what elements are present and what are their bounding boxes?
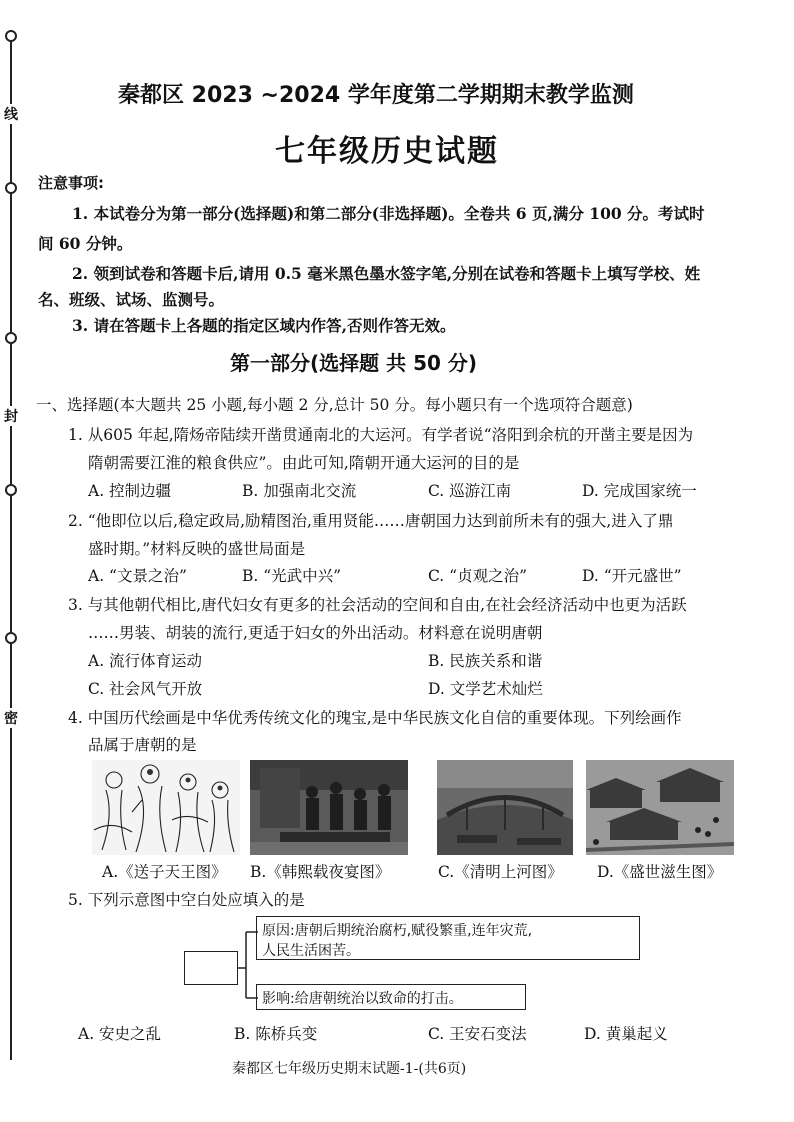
- question-4-option-d: D.《盛世滋生图》: [597, 863, 723, 881]
- binding-hole: [5, 484, 17, 496]
- margin-label-mi: 密: [2, 708, 20, 728]
- diagram-effect-line: 影响:给唐朝统治以致命的打击。: [262, 991, 463, 1007]
- margin-label-xian: 线: [2, 104, 20, 124]
- part-title: 第一部分(选择题 共 50 分): [230, 351, 478, 375]
- diagram-cause-line: 人民生活困苦。: [262, 943, 360, 959]
- question-4-option-c: C.《清明上河图》: [438, 863, 563, 881]
- question-2-option-c: C. “贞观之治”: [428, 567, 528, 585]
- question-5-text: 5. 下列示意图中空白处应填入的是: [68, 891, 305, 909]
- notice-heading: 注意事项:: [38, 174, 104, 192]
- question-2-text: 2. “他即位以后,稳定政局,励精图治,重用贤能……唐朝国力达到前所未有的强大,进入了鼎: [68, 512, 674, 530]
- question-3-option-d: D. 文学艺术灿烂: [428, 680, 543, 698]
- question-5-option-b: B. 陈桥兵变: [234, 1025, 318, 1043]
- notice-line: 2. 领到试卷和答题卡后,请用 0.5 毫米黑色墨水签字笔,分别在试卷和答题卡上填写学校、姓: [72, 264, 701, 283]
- notice-line: 名、班级、试场、监测号。: [38, 290, 225, 309]
- question-2-text: 盛时期。”材料反映的盛世局面是: [88, 540, 306, 558]
- binding-hole: [5, 332, 17, 344]
- question-5-option-a: A. 安史之乱: [78, 1025, 162, 1043]
- question-4-text: 4. 中国历代绘画是中华优秀传统文化的瑰宝,是中华民族文化自信的重要体现。下列绘画作: [68, 709, 682, 727]
- exam-title: 七年级历史试题: [275, 134, 499, 169]
- section-heading: 一、选择题(本大题共 25 小题,每小题 2 分,总计 50 分。每小题只有一个选项符合题意): [36, 396, 633, 414]
- question-3-option-a: A. 流行体育运动: [88, 652, 203, 670]
- question-1-option-d: D. 完成国家统一: [582, 482, 697, 500]
- painting-songzi-tianwang: [92, 760, 240, 855]
- question-1-text: 1. 从605 年起,隋炀帝陆续开凿贯通南北的大运河。有学者说“洛阳到余杭的开凿主要是因为: [68, 426, 694, 444]
- question-4-text: 品属于唐朝的是: [88, 736, 197, 754]
- painting-hanxizai-yeyan: [250, 760, 408, 855]
- diagram-cause-line: 原因:唐朝后期统治腐朽,赋役繁重,连年灾荒,: [262, 923, 533, 939]
- question-2-option-d: D. “开元盛世”: [582, 567, 682, 585]
- question-4-option-b: B.《韩熙载夜宴图》: [250, 863, 391, 881]
- painting-qingming-shanghe: [437, 760, 573, 855]
- notice-line: 1. 本试卷分为第一部分(选择题)和第二部分(非选择题)。全卷共 6 页,满分 100 分。考试时: [72, 204, 705, 223]
- page-footer: 秦都区七年级历史期末试题-1-(共6页): [232, 1061, 467, 1077]
- question-1-option-c: C. 巡游江南: [428, 482, 512, 500]
- question-3-text: ……男装、胡装的流行,更适于妇女的外出活动。材料意在说明唐朝: [88, 624, 543, 642]
- question-3-text: 3. 与其他朝代相比,唐代妇女有更多的社会活动的空间和自由,在社会经济活动中也更为活跃: [68, 596, 687, 614]
- question-3-option-b: B. 民族关系和谐: [428, 652, 543, 670]
- question-5-option-d: D. 黄巢起义: [584, 1025, 668, 1043]
- exam-header-title: 秦都区 2023 ~2024 学年度第二学期期末教学监测: [118, 83, 634, 108]
- binding-hole: [5, 182, 17, 194]
- question-2-option-b: B. “光武中兴”: [242, 567, 342, 585]
- notice-line: 间 60 分钟。: [38, 234, 133, 253]
- question-1-option-a: A. 控制边疆: [88, 482, 172, 500]
- question-5-option-c: C. 王安石变法: [428, 1025, 527, 1043]
- question-3-option-c: C. 社会风气开放: [88, 680, 203, 698]
- binding-hole: [5, 632, 17, 644]
- diagram-blank-box: [184, 951, 238, 985]
- question-1-option-b: B. 加强南北交流: [242, 482, 357, 500]
- margin-label-feng: 封: [2, 406, 20, 426]
- binding-hole: [5, 30, 17, 42]
- notice-line: 3. 请在答题卡上各题的指定区域内作答,否则作答无效。: [72, 316, 456, 335]
- question-1-text: 隋朝需要江淮的粮食供应”。由此可知,隋朝开通大运河的目的是: [88, 454, 520, 472]
- question-4-option-a: A.《送子天王图》: [102, 863, 227, 881]
- question-2-option-a: A. “文景之治”: [88, 567, 187, 585]
- painting-shengshi-zisheng: [586, 760, 734, 855]
